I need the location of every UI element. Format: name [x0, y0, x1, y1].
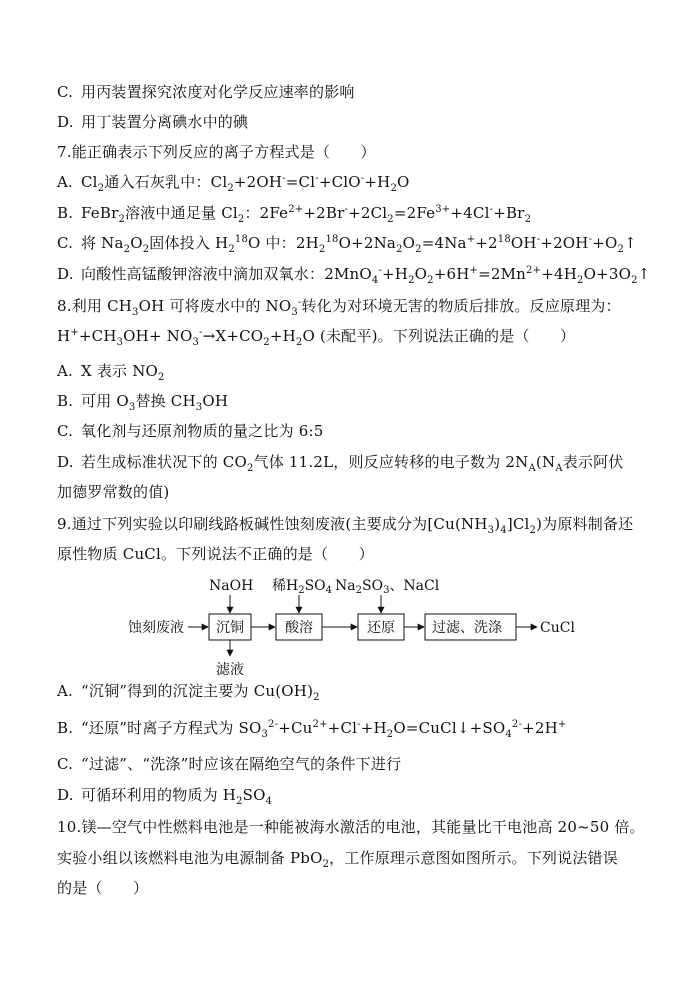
text-line	[57, 754, 679, 774]
line-text-part: →X+CO	[202, 327, 264, 345]
line-text-part: H	[57, 327, 71, 345]
line-script: 2	[228, 244, 235, 255]
line-text-part: +H	[360, 719, 387, 737]
flow-step-4-label: 过滤、洗涤	[432, 620, 502, 636]
line-script: +	[466, 234, 476, 245]
option-label: D.	[57, 786, 74, 804]
line-script: 2	[318, 244, 326, 255]
line-script: 2+	[526, 265, 542, 276]
line-text-part: 向酸性高锰酸钾溶液中滴加双氧水：2MnO	[81, 265, 372, 283]
flow-input-naoh: NaOH	[209, 578, 254, 594]
line-text-part: +H	[382, 265, 409, 283]
line-text-part: +H	[364, 173, 391, 191]
line-text-part: O+3O	[583, 265, 632, 283]
line-script: A	[555, 463, 563, 474]
line-text-part: +2Cl	[348, 204, 388, 222]
line-text-part: =4Na	[421, 234, 467, 252]
line-script: 2	[386, 729, 394, 740]
line-script: 4	[371, 275, 379, 286]
line-script: 4	[505, 729, 512, 740]
text-line	[57, 718, 679, 738]
line-script: 2	[263, 337, 270, 348]
line-text-part: ]Cl	[506, 515, 530, 533]
line-text: 加德罗常数的值)	[57, 483, 170, 501]
line-text-part: X 表示 NO	[81, 362, 159, 380]
line-text: 用丁装置分离碘水中的碘	[81, 113, 249, 131]
line-script: 2-	[268, 719, 279, 730]
option-label: A.	[57, 682, 74, 700]
line-script: 2	[408, 275, 415, 286]
line-script: 2	[142, 244, 150, 255]
line-text-part: =Cl	[285, 173, 316, 191]
line-text-part: 9.通过下列实验以印刷线路板碱性蚀刻废液(主要成分为[Cu(NH	[57, 515, 488, 533]
text-line	[57, 482, 679, 502]
line-script: 2	[577, 275, 584, 286]
option-label: A.	[57, 173, 74, 191]
line-script: 2	[236, 796, 243, 807]
line-text-part: O 中：2H	[248, 234, 319, 252]
line-text-part: 转化为对环境无害的物质后排放。反应原理为：	[301, 297, 621, 315]
line-text-part: 表示阿伏	[562, 453, 624, 471]
line-script: 2	[322, 859, 330, 870]
line-script: 3	[487, 525, 495, 536]
text-line	[57, 452, 679, 472]
line-text-part: O	[397, 173, 410, 191]
line-text-part: +4H	[541, 265, 577, 283]
line-text-part: 固体投入 H	[149, 234, 229, 252]
line-text-part: OH	[202, 392, 229, 410]
line-text-part: +2	[475, 234, 498, 252]
option-label: B.	[57, 204, 74, 222]
text-line	[57, 203, 679, 223]
text-line	[57, 681, 679, 701]
line-text-part: O	[130, 234, 143, 252]
line-script: -	[315, 173, 319, 184]
line-text: 7.能正确表示下列反应的离子方程式是（ ）	[57, 143, 376, 161]
flow-step-2-label: 酸溶	[285, 620, 313, 636]
line-script: 3	[192, 337, 200, 348]
line-text-part: O (未配平)。下列说法正确的是（ ）	[302, 327, 576, 345]
line-text-part: O	[402, 234, 416, 252]
line-text: 的是（ ）	[57, 879, 149, 897]
line-script: 3	[128, 402, 136, 413]
line-script: +	[469, 265, 479, 276]
line-script: 3	[195, 402, 203, 413]
line-text-part: +CH	[78, 327, 117, 345]
line-text-part: 溶液中通足量 Cl	[125, 204, 238, 222]
line-script: +	[70, 327, 79, 338]
option-label: C.	[57, 234, 74, 252]
text-line	[57, 848, 679, 868]
line-text-part: +2OH	[233, 173, 283, 191]
line-script: 4	[500, 525, 507, 536]
line-script: 2+	[312, 719, 328, 730]
line-text-part: +6H	[433, 265, 470, 283]
line-text-part: (N	[535, 453, 556, 471]
line-script: 2	[246, 463, 254, 474]
line-text-part: =2Fe	[393, 204, 436, 222]
text-line	[57, 142, 679, 162]
line-script: -	[357, 719, 361, 730]
flow-step-1-label: 沉铜	[216, 620, 244, 636]
option-label: A.	[57, 362, 74, 380]
line-script: 3	[261, 729, 269, 740]
flow-input-dilute-h2so4: 稀$H_2SO_4$	[272, 578, 333, 596]
line-script: 3	[116, 337, 124, 348]
line-script: 2	[396, 244, 403, 255]
line-text: 用丙装置探究浓度对化学反应速率的影响	[81, 83, 355, 101]
option-label: B.	[57, 392, 74, 410]
line-script: -	[588, 234, 593, 245]
line-script: 2	[123, 244, 131, 255]
line-text-part: +4Cl	[450, 204, 490, 222]
line-text-part: )	[494, 515, 501, 533]
line-text-part: O+2Na	[338, 234, 397, 252]
line-script: 4	[265, 796, 273, 807]
line-script: -	[378, 265, 383, 276]
line-script: -	[360, 173, 365, 184]
line-text-part: 可用 O	[81, 392, 129, 410]
line-script: 2	[631, 275, 638, 286]
line-script: 2	[118, 214, 126, 225]
line-text-part: 8.利用 CH	[57, 297, 133, 315]
line-script: -	[344, 204, 349, 215]
line-script: -	[489, 204, 494, 215]
option-label: B.	[57, 719, 74, 737]
text-line	[57, 233, 679, 253]
line-script: -	[282, 173, 286, 184]
line-script: 3	[291, 307, 298, 318]
line-text-part: FeBr	[81, 204, 119, 222]
line-text-part: +2H	[522, 719, 558, 737]
line-script: 2-	[511, 719, 523, 730]
line-text-part: +Cu	[278, 719, 313, 737]
line-script: 2	[387, 214, 394, 225]
line-text-part: OH	[510, 234, 537, 252]
line-script: -	[297, 297, 302, 308]
line-text-part: O=CuCl↓+SO	[393, 719, 506, 737]
text-line	[57, 391, 679, 411]
line-script: -	[536, 234, 541, 245]
line-text-part: SO	[242, 786, 266, 804]
line-script: 3+	[435, 204, 451, 215]
line-text-part: ：2Fe	[244, 204, 289, 222]
line-script: 2	[227, 183, 234, 194]
line-text-part: +Cl	[327, 719, 358, 737]
text-line	[57, 361, 679, 381]
line-text-part: +2OH	[540, 234, 589, 252]
line-text-part: +Br	[493, 204, 525, 222]
line-script: 2	[390, 183, 397, 194]
line-text: 氧化剂与还原剂物质的量之比为 6:5	[81, 422, 324, 440]
text-line	[57, 264, 679, 284]
line-text: “过滤”、“洗涤”时应该在隔绝空气的条件下进行	[81, 755, 402, 773]
line-script: 2	[313, 692, 320, 703]
text-line	[57, 817, 679, 837]
line-script: A	[528, 463, 536, 474]
line-script: 3	[132, 307, 139, 318]
line-text: 10.镁—空气中性燃料电池是一种能被海水激活的电池，其能量比干电池高 20~50 倍。	[57, 818, 645, 836]
process-flowchart	[0, 570, 699, 680]
line-script: 18	[497, 234, 511, 245]
line-script: 18	[325, 234, 339, 245]
line-text-part: 可循环利用的物质为 H	[81, 786, 237, 804]
flow-start-label: 蚀刻废液	[128, 620, 184, 636]
line-script: 2+	[288, 204, 304, 215]
line-text-part: OH+ NO	[123, 327, 193, 345]
line-text-part: =2Mn	[478, 265, 527, 283]
line-text-part: “还原”时离子方程式为 SO	[81, 719, 262, 737]
line-script: 2	[237, 214, 245, 225]
option-label: C.	[57, 755, 74, 773]
flow-step-3-label: 还原	[367, 620, 395, 636]
line-script: 2	[529, 525, 537, 536]
line-script: 2	[295, 337, 303, 348]
text-line	[57, 172, 679, 192]
line-text-part: “沉铜”得到的沉淀主要为 Cu(OH)	[81, 682, 314, 700]
line-text: 原性物质 CuCl。下列说法不正确的是（ ）	[57, 545, 374, 563]
text-line	[57, 296, 679, 316]
text-line	[57, 785, 679, 805]
line-text-part: +2Br	[303, 204, 345, 222]
line-text-part: 若生成标准状况下的 CO	[81, 453, 247, 471]
line-text-part: ，工作原理示意图如图所示。下列说法错误	[329, 849, 618, 867]
line-text-part: 实验小组以该燃料电池为电源制备 PbO	[57, 849, 323, 867]
line-text-part: Cl	[81, 173, 98, 191]
text-line	[57, 514, 679, 534]
line-text-part: )为原料制备还	[536, 515, 634, 533]
flow-input-na2so3-nacl: $Na_2SO_3$、NaCl	[335, 578, 440, 596]
option-label: D.	[57, 265, 74, 283]
line-script: 18	[234, 234, 249, 245]
line-text-part: +O	[592, 234, 618, 252]
flow-byproduct-label: 滤液	[216, 662, 244, 678]
line-text-part: 气体 11.2L，则反应转移的电子数为 2N	[253, 453, 529, 471]
line-text-part: 通入石灰乳中：Cl	[104, 173, 228, 191]
option-label: D.	[57, 453, 74, 471]
line-text-part: +ClO	[318, 173, 361, 191]
text-line	[57, 421, 679, 441]
line-script: +	[557, 719, 567, 730]
line-script: 2	[158, 372, 165, 383]
text-line	[57, 326, 679, 346]
line-script: 2	[97, 183, 105, 194]
line-text-part: O	[414, 265, 428, 283]
text-line	[57, 878, 679, 898]
option-label: D.	[57, 113, 74, 131]
line-text-part: ↑	[637, 265, 651, 283]
line-script: 2	[415, 244, 422, 255]
line-text-part: 将 Na	[81, 234, 124, 252]
line-text-part: +H	[269, 327, 296, 345]
text-line	[57, 112, 679, 132]
line-text-part: 替换 CH	[135, 392, 196, 410]
line-script: 2	[524, 214, 532, 225]
line-script: -	[199, 327, 203, 338]
text-line	[57, 544, 679, 564]
option-label: C.	[57, 422, 74, 440]
line-script: 2	[617, 244, 625, 255]
flow-product-label: CuCl	[540, 620, 575, 636]
line-text-part: ↑	[624, 234, 637, 252]
text-line	[57, 82, 679, 102]
line-script: 2	[427, 275, 434, 286]
line-text-part: OH 可将废水中的 NO	[138, 297, 292, 315]
option-label: C.	[57, 83, 74, 101]
